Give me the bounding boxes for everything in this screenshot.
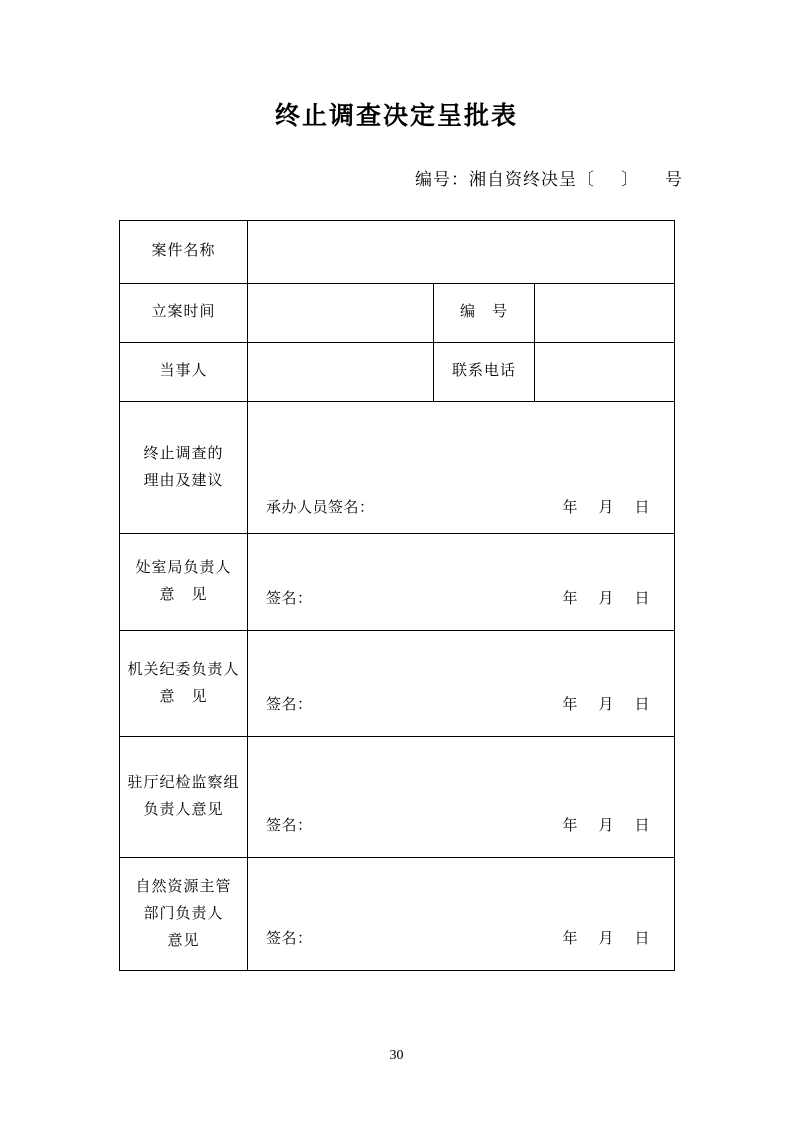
resource-dept-content-cell[interactable] <box>248 858 675 971</box>
reason-content-cell[interactable] <box>248 402 675 534</box>
table-row-filing-time <box>120 284 675 343</box>
date-month: 月 <box>598 931 614 947</box>
serial-number-line <box>0 132 793 190</box>
discipline-label-line2: 意 见 <box>159 688 208 705</box>
resource-dept-label <box>120 858 248 971</box>
serial-bracket-close: 〕 <box>621 170 639 189</box>
handler-signature-label: 承办人员签名： <box>266 500 375 516</box>
inspection-group-content-cell[interactable] <box>248 737 675 858</box>
phone-value[interactable] <box>535 343 675 402</box>
case-name-label: 案件名称 <box>120 221 248 284</box>
date-year: 年 <box>562 591 578 607</box>
serial-prefix: 编号：湘自资终决呈 <box>415 170 577 189</box>
case-name-value[interactable] <box>248 221 675 284</box>
number-label: 编 号 <box>434 284 535 343</box>
table-row-inspection-group-opinion <box>120 737 675 858</box>
date-month: 月 <box>598 500 614 516</box>
discipline-content-cell[interactable] <box>248 631 675 737</box>
discipline-label-line1: 机关纪委负责人 <box>127 661 240 678</box>
date-year: 年 <box>562 697 578 713</box>
inspection-group-label-line1: 驻厅纪检监察组 <box>127 775 240 791</box>
party-value[interactable] <box>248 343 434 402</box>
serial-suffix: 号 <box>665 170 683 189</box>
filing-time-value[interactable] <box>248 284 434 343</box>
serial-bracket-open: 〔 <box>577 170 595 189</box>
discipline-date <box>552 693 660 714</box>
table-row-resource-dept-opinion <box>120 858 675 971</box>
dept-head-label-line2: 意 见 <box>159 587 208 603</box>
reason-label-line1: 终止调查的 <box>143 445 224 462</box>
date-year: 年 <box>562 500 578 516</box>
dept-head-date <box>552 587 660 608</box>
date-day: 日 <box>634 818 650 834</box>
date-month: 月 <box>598 818 614 834</box>
resource-dept-label-line2: 部门负责人 <box>143 905 224 922</box>
table-row-party <box>120 343 675 402</box>
table-row-termination-reason <box>120 402 675 534</box>
page-number: 30 <box>389 1048 404 1063</box>
dept-head-signature-label: 签名： <box>266 591 313 607</box>
reason-label <box>120 402 248 534</box>
dept-head-content-cell[interactable] <box>248 534 675 631</box>
date-day: 日 <box>634 697 650 713</box>
number-value[interactable] <box>535 284 675 343</box>
date-day: 日 <box>634 931 650 947</box>
date-day: 日 <box>634 500 650 516</box>
form-container <box>0 220 793 971</box>
date-year: 年 <box>562 931 578 947</box>
approval-form-table <box>119 220 675 971</box>
date-month: 月 <box>598 697 614 713</box>
party-label: 当事人 <box>120 343 248 402</box>
resource-dept-signature-label: 签名： <box>266 931 313 947</box>
date-month: 月 <box>598 591 614 607</box>
table-row-discipline-committee-opinion <box>120 631 675 737</box>
resource-dept-date <box>552 927 660 948</box>
resource-dept-label-line1: 自然资源主管 <box>135 878 232 895</box>
inspection-group-signature-label: 签名： <box>266 818 313 834</box>
table-row-dept-head-opinion <box>120 534 675 631</box>
discipline-label <box>120 631 248 737</box>
discipline-signature-label: 签名： <box>266 697 313 713</box>
inspection-group-label-line2: 负责人意见 <box>143 802 224 818</box>
resource-dept-label-line3: 意见 <box>167 932 200 949</box>
dept-head-label-line1: 处室局负责人 <box>135 560 232 576</box>
page-title: 终止调查决定呈批表 <box>274 103 518 130</box>
inspection-group-label <box>120 737 248 858</box>
filing-time-label: 立案时间 <box>120 284 248 343</box>
inspection-group-date <box>552 814 660 835</box>
handler-date <box>552 496 660 517</box>
reason-label-line2: 理由及建议 <box>143 472 224 489</box>
date-year: 年 <box>562 818 578 834</box>
dept-head-label <box>120 534 248 631</box>
table-row-case-name <box>120 221 675 284</box>
date-day: 日 <box>634 591 650 607</box>
phone-label: 联系电话 <box>434 343 535 402</box>
